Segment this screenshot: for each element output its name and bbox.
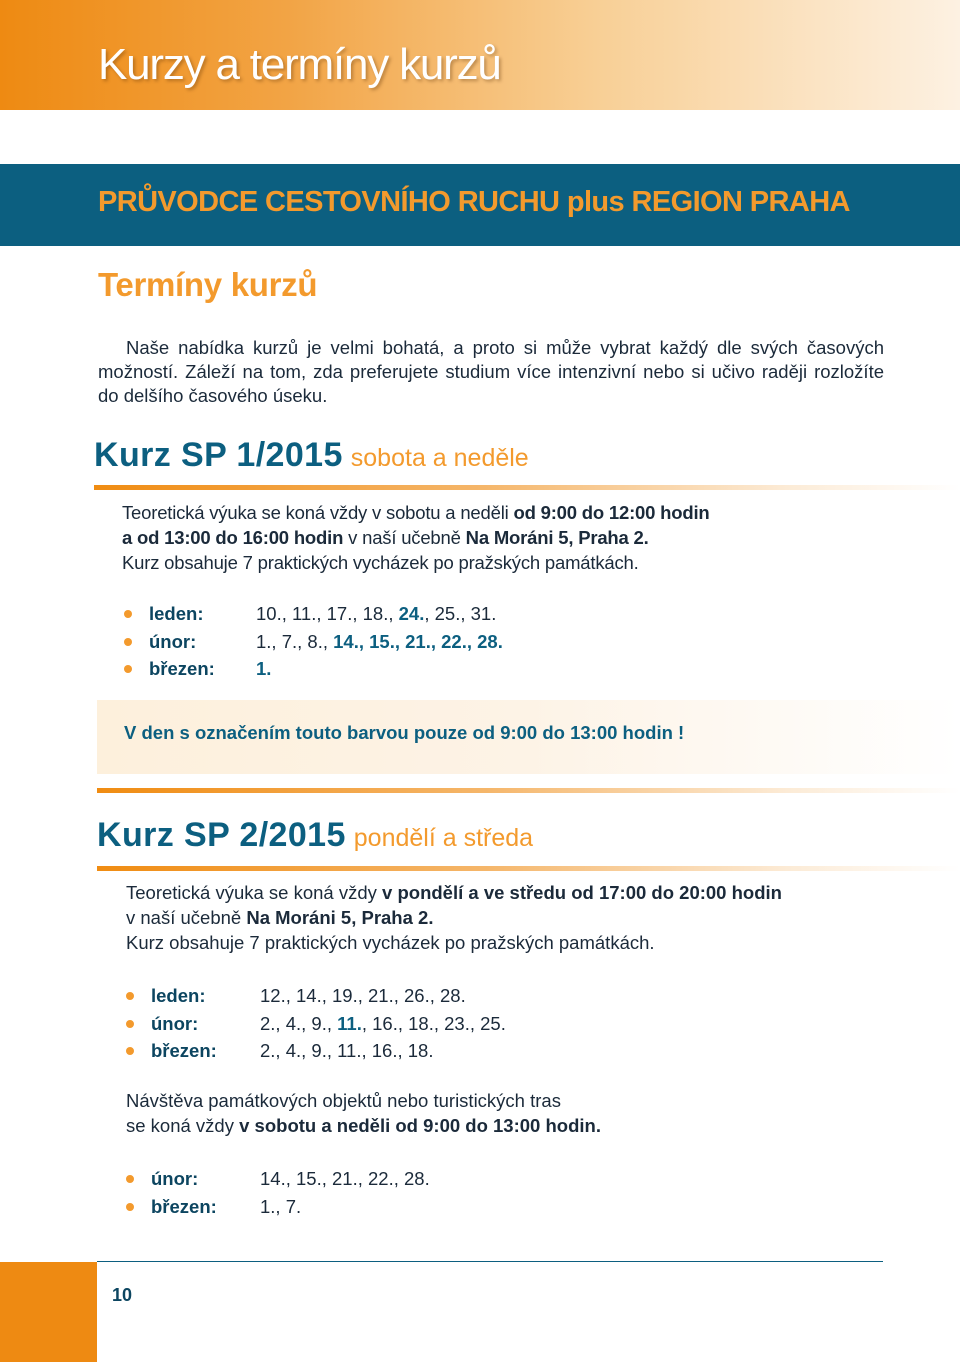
bullet-icon: [126, 1203, 134, 1211]
course2-desc-text: Teoretická výuka se koná vždy: [126, 882, 383, 903]
course1-desc-walks: Kurz obsahuje 7 praktických vycházek po pražských památkách.: [122, 552, 639, 573]
date-values: 14., 15., 21., 22., 28.: [260, 1168, 430, 1189]
month-label: leden:: [149, 603, 204, 624]
course2-code: Kurz SP 2/2015: [97, 816, 346, 854]
visits-time: v sobotu a neděli od 9:00 do 13:00 hodin.: [239, 1115, 601, 1136]
month-label: únor:: [149, 630, 197, 652]
course2-desc-text2: v naší učebně: [126, 907, 247, 928]
footer-side-strip: [0, 1262, 97, 1362]
page-title: Kurzy a termíny kurzů: [98, 40, 501, 89]
month-label: březen:: [151, 1195, 217, 1217]
course2-desc-address: Na Moráni 5, Praha 2.: [246, 907, 434, 928]
date-values: 12., 14., 19., 21., 26., 28.: [260, 985, 466, 1006]
date-values: 1.: [256, 658, 272, 679]
section-title: PRŮVODCE CESTOVNÍHO RUCHU plus REGION PRAHA: [98, 186, 850, 218]
month-label: únor:: [151, 1168, 199, 1189]
course1-desc-time2: a od 13:00 do 16:00 hodin: [122, 527, 344, 548]
bullet-icon: [124, 638, 132, 646]
date-values: 1., 7.: [260, 1195, 302, 1217]
bullet-icon: [126, 1020, 134, 1028]
bullet-icon: [126, 992, 134, 1000]
month-label: únor:: [151, 1012, 199, 1034]
course1-days: sobota a neděle: [350, 444, 529, 472]
month-label: březen:: [151, 1040, 217, 1061]
course1-code: Kurz SP 1/2015: [94, 436, 343, 474]
visits-text: Návštěva památkových objektů nebo turistických tras: [126, 1090, 561, 1111]
bullet-icon: [124, 665, 132, 673]
course2-desc-walks: Kurz obsahuje 7 praktických vycházek po pražských památkách.: [126, 932, 655, 953]
course1-desc-text: Teoretická výuka se koná vždy v sobotu a neděli: [122, 502, 514, 523]
course2-desc-time: v pondělí a ve středu od 17:00 do 20:00 hodin: [382, 882, 782, 903]
month-label: leden:: [151, 985, 206, 1006]
bullet-icon: [124, 610, 132, 618]
page-number: 10: [112, 1285, 133, 1305]
date-values: 2., 4., 9., 11., 16., 18., 23., 25.: [260, 1012, 506, 1034]
course1-desc-address: Na Moráni 5, Praha 2.: [465, 527, 649, 548]
bullet-icon: [126, 1047, 134, 1055]
course1-desc-text2: v naší učebně: [343, 527, 466, 548]
visits-text2: se koná vždy: [126, 1115, 240, 1136]
course1-heading: [94, 436, 529, 475]
bullet-icon: [126, 1175, 134, 1183]
course1-description: [122, 500, 710, 575]
intro-paragraph: Naše nabídka kurzů je velmi bohatá, a proto si může vybrat každý dle svých časových možností. Záleží na tom, zda preferujete studium více intenzivní nebo si učivo raději rozložíte do delšího časového úseku.: [98, 337, 884, 406]
date-values: 1., 7., 8., 14., 15., 21., 22., 28.: [256, 630, 503, 652]
course2-days: pondělí a středa: [353, 824, 534, 852]
course2-description: [126, 880, 782, 955]
date-values: 2., 4., 9., 11., 16., 18.: [260, 1040, 434, 1061]
course1-desc-time: od 9:00 do 12:00 hodin: [513, 502, 710, 523]
course2-top-divider: [97, 788, 960, 793]
course-dates-heading: Termíny kurzů: [98, 266, 318, 303]
visits-paragraph: [126, 1088, 601, 1138]
notice-text: V den s označením touto barvou pouze od 9:00 do 13:00 hodin !: [124, 722, 685, 743]
month-label: březen:: [149, 658, 215, 679]
course1-divider: [94, 485, 960, 490]
course2-divider: [97, 866, 960, 871]
footer-line: [97, 1261, 883, 1262]
date-values: 10., 11., 17., 18., 24., 25., 31.: [256, 603, 497, 624]
course2-heading: [97, 816, 533, 855]
